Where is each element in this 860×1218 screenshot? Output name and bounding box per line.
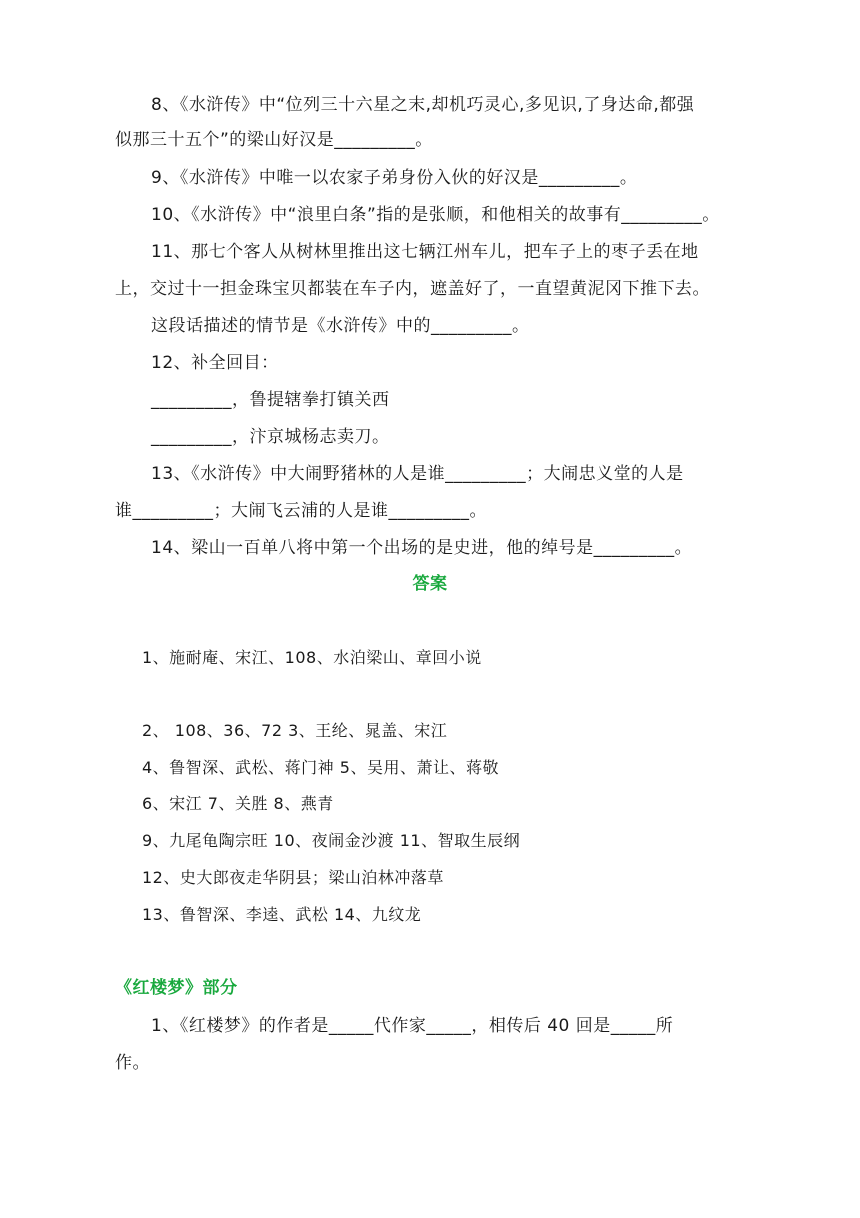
hlm-question-1-line-2: 作。 bbox=[115, 1053, 150, 1073]
question-9: 9、《水浒传》中唯一以农家子弟身份入伙的好汉是_________。 bbox=[151, 168, 638, 188]
question-10: 10、《水浒传》中“浪里白条”指的是张顺，和他相关的故事有_________。 bbox=[151, 205, 720, 225]
question-12-item-a: _________，鲁提辖拳打镇关西 bbox=[151, 390, 390, 410]
question-8-line-2: 似那三十五个”的梁山好汉是_________。 bbox=[115, 130, 433, 150]
hlm-question-1-line-1: 1、《红楼梦》的作者是_____代作家_____，相传后 40 回是_____所 bbox=[151, 1016, 674, 1036]
question-14: 14、梁山一百单八将中第一个出场的是史进，他的绰号是_________。 bbox=[151, 538, 693, 558]
answer-line: 6、宋江 7、关胜 8、燕青 bbox=[142, 794, 334, 813]
answer-heading: 答案 bbox=[412, 574, 448, 594]
answer-line: 12、史大郎夜走华阴县；梁山泊林冲落草 bbox=[142, 868, 444, 887]
question-8-line-1: 8、《水浒传》中“位列三十六星之末,却机巧灵心,多见识,了身达命,都强 bbox=[151, 95, 695, 115]
answer-line: 13、鲁智深、李逵、武松 14、九纹龙 bbox=[142, 905, 422, 924]
question-11-line-1: 11、那七个客人从树林里推出这七辆江州车儿，把车子上的枣子丢在地 bbox=[151, 242, 699, 262]
answer-line: 2、 108、36、72 3、王纶、晁盖、宋江 bbox=[142, 721, 448, 740]
question-11-line-3: 这段话描述的情节是《水浒传》中的_________。 bbox=[151, 316, 530, 336]
question-12-item-b: _________，汴京城杨志卖刀。 bbox=[151, 427, 390, 447]
question-13-line-2: 谁_________；大闹飞云浦的人是谁_________。 bbox=[115, 501, 487, 521]
answer-line: 4、鲁智深、武松、蒋门神 5、吴用、萧让、蒋敬 bbox=[142, 758, 499, 777]
section-heading: 《红楼梦》部分 bbox=[115, 978, 238, 998]
answer-line: 9、九尾龟陶宗旺 10、夜闹金沙渡 11、智取生辰纲 bbox=[142, 831, 521, 850]
answer-line: 1、施耐庵、宋江、108、水泊梁山、章回小说 bbox=[142, 648, 482, 667]
question-13-line-1: 13、《水浒传》中大闹野猪林的人是谁_________；大闹忠义堂的人是 bbox=[151, 464, 684, 484]
question-12: 12、补全回目： bbox=[151, 353, 279, 373]
question-11-line-2: 上，交过十一担金珠宝贝都装在车子内，遮盖好了，一直望黄泥冈下推下去。 bbox=[115, 279, 710, 299]
